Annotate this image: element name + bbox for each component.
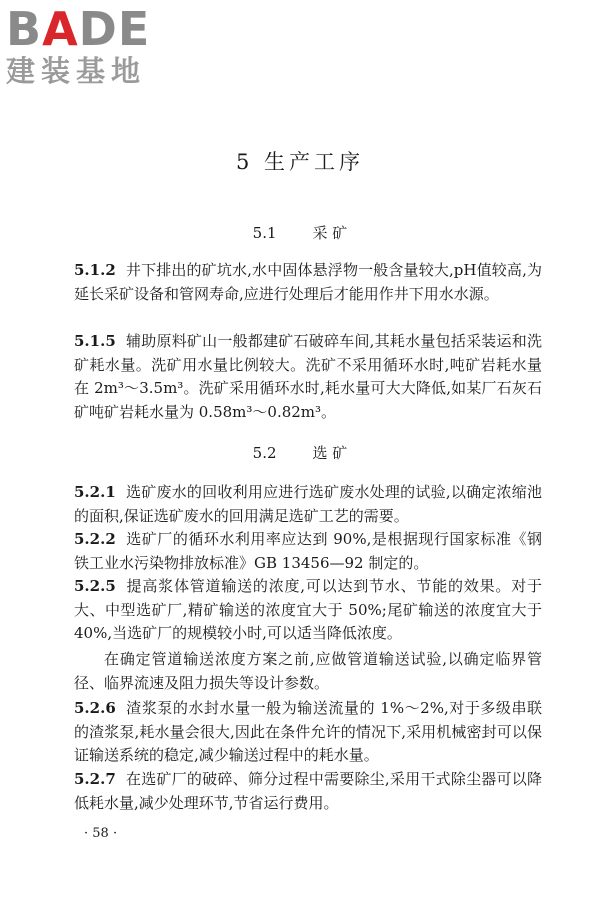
section-heading: 5.2 选 矿 [252, 444, 348, 462]
clause-number: 5.2.2 [74, 530, 116, 548]
clause-number: 5.2.5 [74, 577, 116, 595]
clause-text: 辅助原料矿山一般都建矿石破碎车间,其耗水量包括采装运和洗矿耗水量。洗矿用水量比例较大。洗矿不采用循环水时,吨矿岩耗水量在 2m³～3.5m³。洗矿采用循环水时,耗水量可大大降低,如某厂石灰石矿吨矿岩耗水量为 0.58m³～0.82m³。 [74, 332, 542, 421]
section-heading: 5.1 采 矿 [252, 224, 348, 242]
watermark-chinese: 建装基地 [6, 54, 147, 88]
clause-text: 井下排出的矿坑水,水中固体悬浮物一般含量较大,pH值较高,为延长采矿设备和管网寿命,应进行处理后才能用作井下用水水源。 [74, 261, 542, 303]
clause-text: 在选矿厂的破碎、筛分过程中需要除尘,采用干式除尘器可以降低耗水量,减少处理环节,节省运行费用。 [74, 770, 542, 812]
clause-paragraph [74, 575, 542, 646]
clause-text: 选矿废水的回收利用应进行选矿废水处理的试验,以确定浓缩池的面积,保证选矿废水的回用满足选矿工艺的需要。 [74, 483, 542, 525]
clause-number: 5.2.1 [74, 483, 116, 501]
clause-paragraph [74, 330, 542, 424]
chapter-title: 5 生产工序 [235, 150, 365, 174]
clause-text: 提高浆体管道输送的浓度,可以达到节水、节能的效果。对于大、中型选矿厂,精矿输送的浓度宜大于 50%;尾矿输送的浓度宜大于 40%,当选矿厂的规模较小时,可以适当降低浓度。 [74, 577, 542, 642]
clause-number: 5.1.2 [74, 261, 116, 279]
clause-number: 5.2.6 [74, 699, 116, 717]
clause-text: 在确定管道输送浓度方案之前,应做管道输送试验,以确定临界管径、临界流速及阻力损失等设计参数。 [74, 650, 542, 692]
page-number: · 58 · [84, 826, 118, 841]
clause-paragraph [74, 481, 542, 528]
watermark-latin: BADE [6, 2, 151, 56]
clause-number: 5.1.5 [74, 332, 116, 350]
clause-paragraph [74, 768, 542, 815]
continuation-paragraph [74, 648, 542, 695]
clause-paragraph [74, 697, 542, 768]
clause-text: 渣浆泵的水封水量一般为输送流量的 1%～2%,对于多级串联的渣浆泵,耗水量会很大,因此在条件允许的情况下,采用机械密封可以保证输送系统的稳定,减少输送过程中的耗水量。 [74, 699, 542, 764]
clause-paragraph [74, 528, 542, 575]
clause-paragraph [74, 259, 542, 306]
clause-text: 选矿厂的循环水利用率应达到 90%,是根据现行国家标准《钢铁工业水污染物排放标准》GB 13456—92 制定的。 [74, 530, 542, 572]
watermark-logo [6, 4, 150, 88]
watermark-accent-letter: A [42, 2, 79, 56]
clause-number: 5.2.7 [74, 770, 116, 788]
